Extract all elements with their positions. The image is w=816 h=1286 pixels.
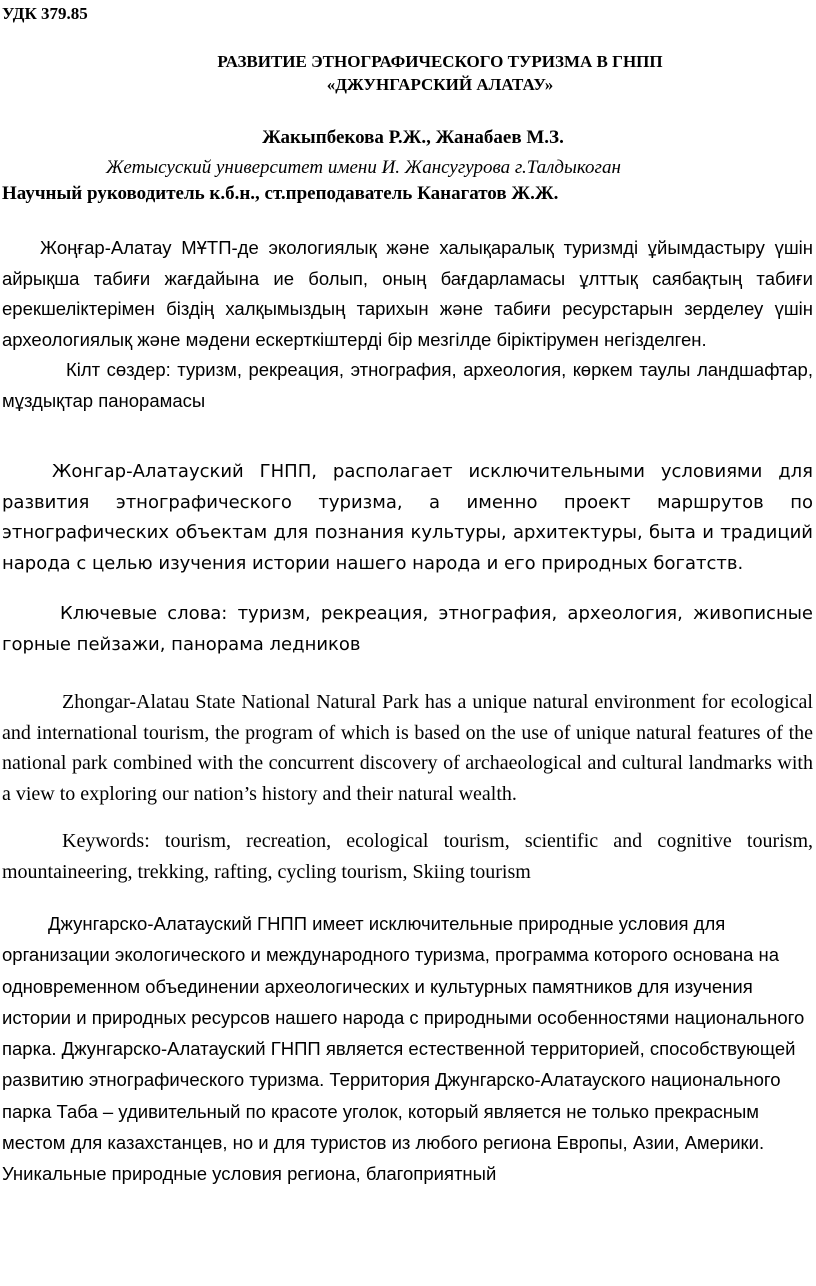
- abstract-kazakh: Жоңғар-Алатау МҰТП-де экологиялық және халықаралық туризмді ұйымдастыру үшін айрықша табиғи жағдайына ие болып, оның бағдарламасы ұлттық саябақтың табиғи ерекшеліктерімен біздің халқымыздың тарихын және табиғи ресурстарын зерделеу үшін археологиялық және мәдени ескерткіштерді бір мезгілде біріктірумен негізделген.: [2, 237, 813, 350]
- keywords-english: Keywords: tourism, recreation, ecological tourism, scientific and cognitive tourism, mountaineering, trekking, rafting, cycling tourism, Skiing tourism: [2, 830, 813, 883]
- abstract-english: Zhongar-Alatau State National Natural Park has a unique natural environment for ecological and international tourism, the program of which is based on the use of unique natural features of the national park combined with the concurrent discovery of archaeological and cultural landmarks with a view to exploring our nation’s history and their natural wealth.: [2, 691, 813, 805]
- abstract-russian: Жонгар-Алатауский ГНПП, располагает исключительными условиями для развития этнографического туризма, а именно проект маршрутов по этнографических объектам для познания культуры, архитектуры, быта и традиций народа с целью изучения истории нашего народа и его природных богатств.: [2, 461, 813, 574]
- supervisor: Научный руководитель к.б.н., ст.преподаватель Канагатов Ж.Ж.: [2, 183, 559, 204]
- authors: Жакыпбекова Р.Ж., Жанабаев М.З.: [262, 127, 564, 148]
- body-paragraph: Джунгарско-Алатауский ГНПП имеет исключительные природные условия для организации экологического и международного туризма, программа которого основана на одновременном объединении археологических и культурных памятников для изучения истории и природных ресурсов нашего народа с природными особенностями национального парка. Джунгарско-Алатауский ГНПП является естественной территорией, способствующей развитию этнографического туризма. Территория Джунгарско-Алатауского национального парка Таба – удивительный по красоте уголок, который является не только прекрасным местом для казахстанцев, но и для туристов из любого региона Европы, Азии, Америки. Уникальные природные условия региона, благоприятный: [2, 913, 805, 1185]
- paper-title-line-1: РАЗВИТИЕ ЭТНОГРАФИЧЕСКОГО ТУРИЗМА В ГНПП: [217, 52, 663, 71]
- affiliation: Жетысуский университет имени И. Жансугурова г.Талдыкоган: [106, 157, 621, 178]
- keywords-kazakh: Кілт сөздер: туризм, рекреация, этнография, археология, көркем таулы ландшафтар, мұздықтар панорамасы: [2, 359, 813, 411]
- keywords-russian: Ключевые слова: туризм, рекреация, этнография, археология, живописные горные пейзажи, панорама ледников: [2, 603, 813, 655]
- paper-title: [0, 50, 816, 96]
- paper-title-line-2: «ДЖУНГАРСКИЙ АЛАТАУ»: [326, 75, 554, 94]
- udc-code: УДК 379.85: [2, 4, 88, 23]
